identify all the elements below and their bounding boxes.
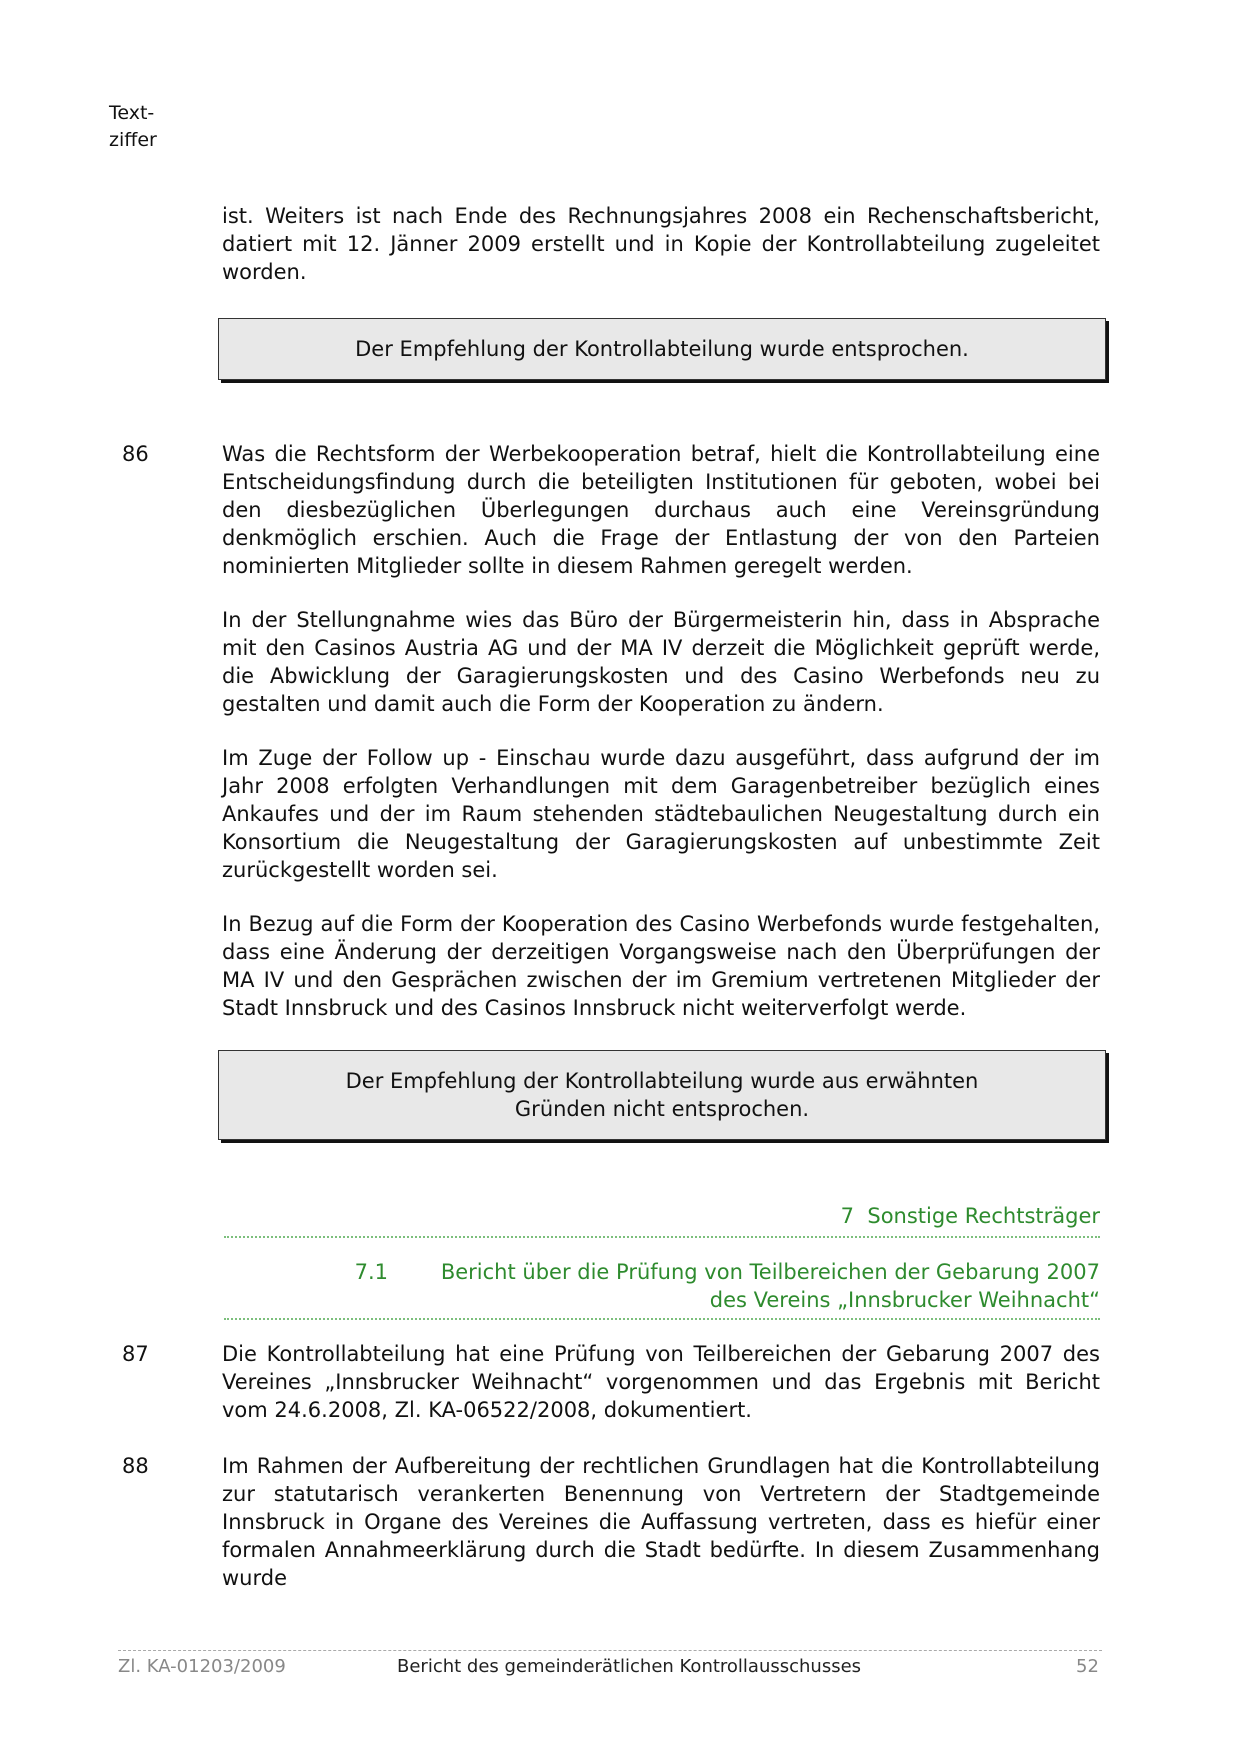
section-title: Sonstige Rechtsträger	[867, 1204, 1100, 1228]
tz86-paragraph-3: Im Zuge der Follow up - Einschau wurde dazu ausgeführt, dass aufgrund der im Jahr 2008 erfolgten Verhandlungen mit dem Garagenbetreiber bezüglich eines Ankaufes und der im Raum stehenden städtebaulichen Neugestaltung durch ein Konsortium die Neugestaltung der Garagierungskosten auf unbestimmte Zeit zurückgestellt worden sei.	[222, 746, 1100, 882]
result-box-rejected	[218, 1050, 1106, 1140]
heading-divider	[224, 1318, 1100, 1320]
tz86-paragraph-2: In der Stellungnahme wies das Büro der Bürgermeisterin hin, dass in Absprache mit den Casinos Austria AG und der MA IV derzeit die Möglichkeit geprüft werde, die Abwicklung der Garagierungskosten und des Casino Werbefonds neu zu gestalten und damit auch die Form der Kooperation zu ändern.	[222, 608, 1100, 716]
footer-reference: Zl. KA-01203/2009	[118, 1656, 286, 1677]
section-number: 7.1	[354, 1260, 388, 1284]
section-number: 7	[840, 1204, 854, 1228]
tz86-paragraph-1: Was die Rechtsform der Werbekooperation betraf, hielt die Kontrollabteilung eine Entscheidungsfindung durch die beteiligten Institutionen für geboten, wobei bei den diesbezüglichen Überlegungen durchaus auch eine Vereinsgründung denkmöglich erschien. Auch die Frage der Entlastung der von den Parteien nominierten Mitglieder sollte in diesem Rahmen geregelt werden.	[222, 442, 1100, 578]
result-box-accepted	[218, 318, 1106, 380]
result-box-text: Der Empfehlung der Kontrollabteilung wurde aus erwähnten Gründen nicht entsprochen.	[345, 1069, 979, 1121]
textziffer-87: 87	[122, 1342, 149, 1366]
result-box-text: Der Empfehlung der Kontrollabteilung wurde entsprochen.	[355, 337, 969, 361]
page-number: 52	[1076, 1656, 1099, 1677]
textziffer-86: 86	[122, 442, 149, 466]
footer-title: Bericht des gemeinderätlichen Kontrollausschusses	[397, 1656, 862, 1677]
section-title: Bericht über die Prüfung von Teilbereichen der Gebarung 2007 des Vereins „Innsbrucker Weihnacht“	[440, 1260, 1100, 1312]
tz87-paragraph: Die Kontrollabteilung hat eine Prüfung von Teilbereichen der Gebarung 2007 des Vereines „Innsbrucker Weihnacht“ vorgenommen und das Ergebnis mit Bericht vom 24.6.2008, Zl. KA-06522/2008, dokumentiert.	[222, 1342, 1100, 1422]
textziffer-88: 88	[122, 1454, 149, 1478]
section-heading-7	[222, 1202, 1100, 1230]
tz88-paragraph: Im Rahmen der Aufbereitung der rechtlichen Grundlagen hat die Kontrollabteilung zur statutarisch verankerten Benennung von Vertretern der Stadtgemeinde Innsbruck in Organe des Vereines die Auffassung vertreten, dass es hiefür einer formalen Annahmeerklärung durch die Stadt bedürfte. In diesem Zusammenhang wurde	[222, 1454, 1100, 1590]
heading-divider	[224, 1236, 1100, 1238]
textziffer-label: Text- ziffer	[109, 102, 157, 151]
intro-paragraph: ist. Weiters ist nach Ende des Rechnungsjahres 2008 ein Rechenschaftsbericht, datiert mit 12. Jänner 2009 erstellt und in Kopie der Kontrollabteilung zugeleitet worden.	[222, 204, 1100, 284]
section-heading-7-1	[222, 1258, 1100, 1314]
tz86-paragraph-4: In Bezug auf die Form der Kooperation des Casino Werbefonds wurde festgehalten, dass eine Änderung der derzeitigen Vorgangsweise nach den Überprüfungen der MA IV und den Gesprächen zwischen der im Gremium vertretenen Mitglieder der Stadt Innsbruck und des Casinos Innsbruck nicht weiterverfolgt werde.	[222, 912, 1100, 1020]
footer-divider	[118, 1650, 1102, 1651]
